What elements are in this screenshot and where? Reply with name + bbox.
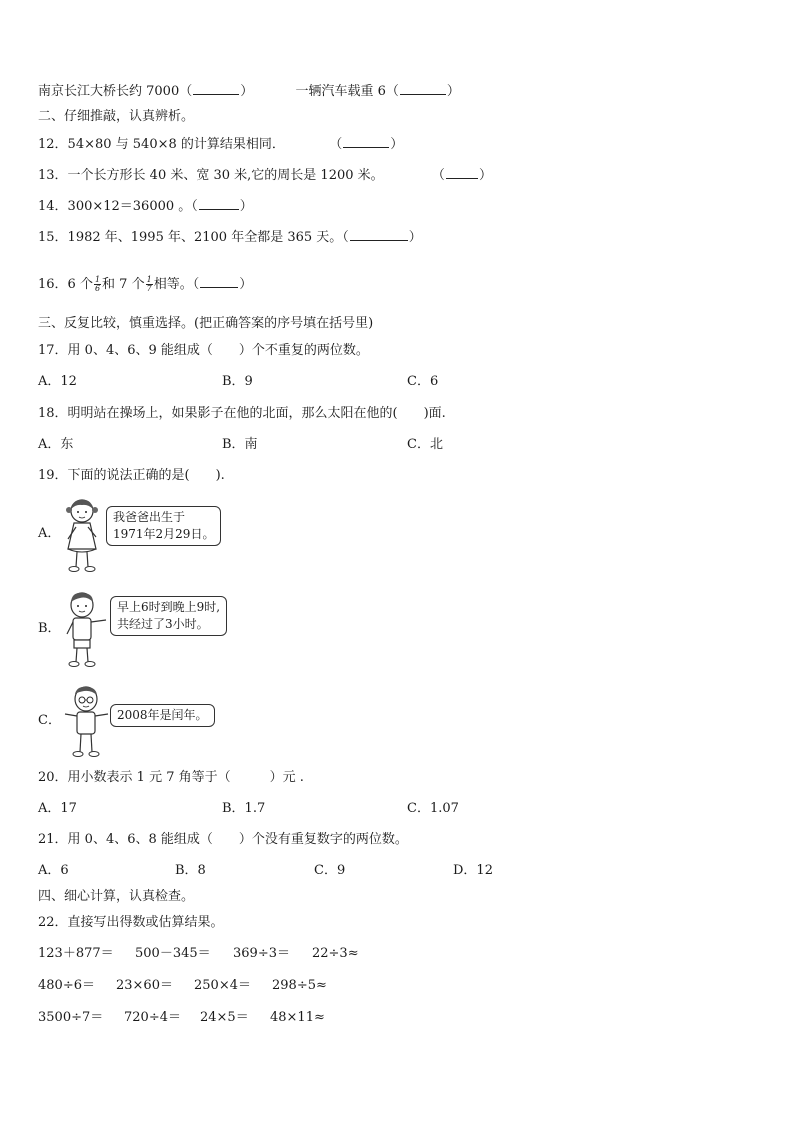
calc-item[interactable]: 720÷4＝ [124,1010,181,1025]
q17-option-b[interactable]: B．9 [222,374,253,389]
boy-glasses-illustration-icon [62,684,110,760]
calc-item[interactable]: 24×5＝ [200,1010,249,1025]
question-13: 13．一个长方形长 40 米、宽 30 米,它的周长是 1200 米。 （ ） [38,168,492,183]
question-21: 21．用 0、4、6、8 能组成（ ）个没有重复数字的两位数。 [38,832,408,847]
fraction-one-sixth: $\frac{1}{6}$ [94,275,101,293]
calc-item[interactable]: 123＋877＝ [38,946,114,961]
q19-option-b-label[interactable]: B． [38,621,61,636]
q18-option-a[interactable]: A．东 [38,437,74,452]
q19-option-c-label[interactable]: C． [38,713,61,728]
q20-option-b[interactable]: B．1.7 [222,801,266,816]
q17-option-c[interactable]: C．6 [407,374,439,389]
q21-option-d[interactable]: D．12 [453,863,493,878]
calc-item[interactable]: 3500÷7＝ [38,1010,104,1025]
question-17: 17．用 0、4、6、9 能组成（ ）个不重复的两位数。 [38,343,369,358]
q18-option-c[interactable]: C．北 [407,437,443,452]
calc-item[interactable]: 23×60＝ [116,978,173,993]
answer-blank[interactable] [350,228,408,241]
question-22: 22．直接写出得数或估算结果。 [38,915,224,930]
speech-bubble-a: 我爸爸出生于 1971年2月29日。 [106,506,221,546]
q18-option-b[interactable]: B．南 [222,437,258,452]
answer-blank[interactable] [343,135,389,148]
girl-illustration-icon [62,497,104,573]
top-line: 南京长江大桥长约 7000（ ） 一辆汽车载重 6（ ） [38,84,460,99]
calc-item[interactable]: 500－345＝ [135,946,211,961]
answer-blank[interactable] [193,82,239,95]
boy-illustration-icon [62,590,108,668]
calc-item[interactable]: 480÷6＝ [38,978,95,993]
q21-option-c[interactable]: C．9 [314,863,346,878]
speech-bubble-b: 早上6时到晚上9时, 共经过了3小时。 [110,596,227,636]
q17-option-a[interactable]: A．12 [38,374,77,389]
calc-item[interactable]: 48×11≈ [270,1010,325,1025]
answer-blank[interactable] [199,197,239,210]
question-20: 20．用小数表示 1 元 7 角等于（ ）元 . [38,770,304,785]
fraction-one-seventh: $\frac{1}{7}$ [146,275,152,293]
section-2-title: 二、仔细推敲，认真辨析。 [38,109,195,124]
question-18: 18．明明站在操场上，如果影子在他的北面，那么太阳在他的( )面. [38,406,446,421]
q21-option-b[interactable]: B．8 [175,863,206,878]
answer-blank[interactable] [400,82,446,95]
q20-option-c[interactable]: C．1.07 [407,801,459,816]
answer-blank[interactable] [446,166,478,179]
question-15: 15．1982 年、1995 年、2100 年全都是 365 天。（ ） [38,230,422,245]
question-12: 12．54×80 与 540×8 的计算结果相同． （ ） [38,137,404,152]
section-3-title: 三、反复比较，慎重选择。(把正确答案的序号填在括号里) [38,316,374,331]
speech-bubble-c: 2008年是闰年。 [110,704,215,727]
q21-option-a[interactable]: A．6 [38,863,69,878]
question-16: 16．6 个 $\frac{1}{6}$ 和 7 个 $\frac{1}{7}$ 相等。（ ） [38,275,253,293]
question-14: 14．300×12＝36000 。（ ） [38,199,253,214]
q19-option-a-label[interactable]: A． [38,526,61,541]
q20-option-a[interactable]: A．17 [38,801,77,816]
calc-item[interactable]: 369÷3＝ [233,946,290,961]
question-19: 19．下面的说法正确的是( ). [38,468,225,483]
answer-blank[interactable] [200,275,238,288]
section-4-title: 四、细心计算，认真检查。 [38,889,195,904]
calc-item[interactable]: 298÷5≈ [272,978,327,993]
calc-item[interactable]: 22÷3≈ [312,946,359,961]
calc-item[interactable]: 250×4＝ [194,978,251,993]
